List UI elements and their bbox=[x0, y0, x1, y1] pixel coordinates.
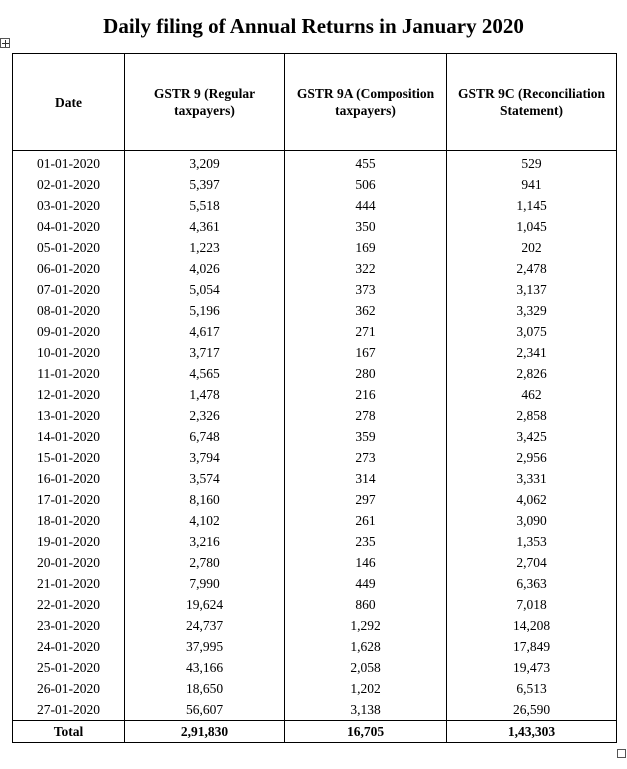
table-row bbox=[13, 426, 617, 447]
cell-gstr9a: 297 bbox=[285, 489, 447, 510]
cell-gstr9c: 2,341 bbox=[447, 342, 617, 363]
table-row bbox=[13, 384, 617, 405]
cell-date: 02-01-2020 bbox=[13, 174, 125, 195]
cell-gstr9: 3,794 bbox=[125, 447, 285, 468]
table-row bbox=[13, 552, 617, 573]
table-row bbox=[13, 573, 617, 594]
cell-gstr9c: 202 bbox=[447, 237, 617, 258]
cell-gstr9c: 3,075 bbox=[447, 321, 617, 342]
cell-gstr9c: 2,826 bbox=[447, 363, 617, 384]
table-row bbox=[13, 405, 617, 426]
cell-gstr9: 1,478 bbox=[125, 384, 285, 405]
cell-gstr9a: 350 bbox=[285, 216, 447, 237]
cell-gstr9a: 261 bbox=[285, 510, 447, 531]
cell-gstr9c: 529 bbox=[447, 153, 617, 174]
cell-gstr9a: 278 bbox=[285, 405, 447, 426]
cell-gstr9: 18,650 bbox=[125, 678, 285, 699]
cell-gstr9: 3,717 bbox=[125, 342, 285, 363]
table-move-handle-icon[interactable] bbox=[0, 38, 10, 48]
cell-gstr9: 4,617 bbox=[125, 321, 285, 342]
table-row bbox=[13, 615, 617, 636]
cell-gstr9: 37,995 bbox=[125, 636, 285, 657]
cell-gstr9c: 1,353 bbox=[447, 531, 617, 552]
cell-gstr9a: 3,138 bbox=[285, 699, 447, 721]
header-gstr9: GSTR 9 (Regular taxpayers) bbox=[125, 54, 285, 151]
cell-date: 06-01-2020 bbox=[13, 258, 125, 279]
cell-gstr9a: 216 bbox=[285, 384, 447, 405]
table-row bbox=[13, 678, 617, 699]
cell-date: 19-01-2020 bbox=[13, 531, 125, 552]
cell-gstr9: 4,565 bbox=[125, 363, 285, 384]
table-row bbox=[13, 636, 617, 657]
cell-gstr9: 19,624 bbox=[125, 594, 285, 615]
cell-gstr9a: 169 bbox=[285, 237, 447, 258]
cell-gstr9: 5,196 bbox=[125, 300, 285, 321]
cell-gstr9a: 506 bbox=[285, 174, 447, 195]
cell-date: 01-01-2020 bbox=[13, 153, 125, 174]
cell-gstr9a: 322 bbox=[285, 258, 447, 279]
cell-gstr9: 4,361 bbox=[125, 216, 285, 237]
cell-gstr9c: 6,363 bbox=[447, 573, 617, 594]
header-gstr9a: GSTR 9A (Composition taxpayers) bbox=[285, 54, 447, 151]
cell-gstr9a: 2,058 bbox=[285, 657, 447, 678]
table-row bbox=[13, 363, 617, 384]
cell-gstr9c: 3,329 bbox=[447, 300, 617, 321]
cell-date: 13-01-2020 bbox=[13, 405, 125, 426]
table-header-row bbox=[13, 54, 617, 151]
cell-gstr9a: 362 bbox=[285, 300, 447, 321]
cell-gstr9c: 2,858 bbox=[447, 405, 617, 426]
cell-gstr9: 6,748 bbox=[125, 426, 285, 447]
cell-gstr9: 8,160 bbox=[125, 489, 285, 510]
cell-gstr9c: 3,425 bbox=[447, 426, 617, 447]
cell-gstr9a: 271 bbox=[285, 321, 447, 342]
cell-gstr9: 5,397 bbox=[125, 174, 285, 195]
cell-date: 12-01-2020 bbox=[13, 384, 125, 405]
cell-date: 05-01-2020 bbox=[13, 237, 125, 258]
cell-gstr9c: 7,018 bbox=[447, 594, 617, 615]
cell-gstr9: 4,102 bbox=[125, 510, 285, 531]
cell-gstr9c: 3,331 bbox=[447, 468, 617, 489]
cell-date: 24-01-2020 bbox=[13, 636, 125, 657]
cell-gstr9: 3,216 bbox=[125, 531, 285, 552]
cell-gstr9c: 14,208 bbox=[447, 615, 617, 636]
cell-gstr9a: 359 bbox=[285, 426, 447, 447]
cell-date: 21-01-2020 bbox=[13, 573, 125, 594]
table-row bbox=[13, 657, 617, 678]
cell-gstr9c: 2,956 bbox=[447, 447, 617, 468]
table-row bbox=[13, 447, 617, 468]
cell-date: 10-01-2020 bbox=[13, 342, 125, 363]
cell-date: 17-01-2020 bbox=[13, 489, 125, 510]
table-row bbox=[13, 699, 617, 721]
table-row bbox=[13, 468, 617, 489]
annual-returns-table bbox=[12, 53, 617, 743]
table-row bbox=[13, 174, 617, 195]
total-gstr9a: 16,705 bbox=[285, 721, 447, 743]
cell-gstr9a: 1,292 bbox=[285, 615, 447, 636]
cell-gstr9a: 167 bbox=[285, 342, 447, 363]
cell-gstr9a: 146 bbox=[285, 552, 447, 573]
cell-date: 16-01-2020 bbox=[13, 468, 125, 489]
cell-gstr9: 2,780 bbox=[125, 552, 285, 573]
cell-gstr9: 7,990 bbox=[125, 573, 285, 594]
cell-gstr9c: 26,590 bbox=[447, 699, 617, 721]
cell-date: 20-01-2020 bbox=[13, 552, 125, 573]
cell-gstr9: 5,518 bbox=[125, 195, 285, 216]
table-row bbox=[13, 300, 617, 321]
table-row bbox=[13, 195, 617, 216]
table-row bbox=[13, 531, 617, 552]
table-row bbox=[13, 489, 617, 510]
cell-gstr9: 43,166 bbox=[125, 657, 285, 678]
cell-date: 18-01-2020 bbox=[13, 510, 125, 531]
cell-gstr9a: 235 bbox=[285, 531, 447, 552]
cell-date: 23-01-2020 bbox=[13, 615, 125, 636]
table-row bbox=[13, 153, 617, 174]
cell-gstr9c: 2,704 bbox=[447, 552, 617, 573]
cell-gstr9c: 3,090 bbox=[447, 510, 617, 531]
table-resize-handle-icon[interactable] bbox=[617, 749, 626, 758]
table-row bbox=[13, 342, 617, 363]
cell-gstr9c: 19,473 bbox=[447, 657, 617, 678]
cell-gstr9c: 1,045 bbox=[447, 216, 617, 237]
cell-date: 25-01-2020 bbox=[13, 657, 125, 678]
cell-date: 07-01-2020 bbox=[13, 279, 125, 300]
cell-gstr9c: 2,478 bbox=[447, 258, 617, 279]
cell-gstr9c: 462 bbox=[447, 384, 617, 405]
cell-gstr9: 1,223 bbox=[125, 237, 285, 258]
cell-gstr9a: 1,628 bbox=[285, 636, 447, 657]
cell-gstr9c: 1,145 bbox=[447, 195, 617, 216]
table-row bbox=[13, 321, 617, 342]
cell-gstr9a: 373 bbox=[285, 279, 447, 300]
cell-gstr9a: 280 bbox=[285, 363, 447, 384]
cell-gstr9a: 449 bbox=[285, 573, 447, 594]
cell-date: 14-01-2020 bbox=[13, 426, 125, 447]
cell-date: 04-01-2020 bbox=[13, 216, 125, 237]
cell-date: 03-01-2020 bbox=[13, 195, 125, 216]
table-row bbox=[13, 594, 617, 615]
cell-date: 08-01-2020 bbox=[13, 300, 125, 321]
table-row bbox=[13, 216, 617, 237]
header-date: Date bbox=[13, 54, 125, 151]
table-row bbox=[13, 279, 617, 300]
total-gstr9c: 1,43,303 bbox=[447, 721, 617, 743]
document-title: Daily filing of Annual Returns in January 2020 bbox=[103, 14, 524, 38]
cell-gstr9c: 4,062 bbox=[447, 489, 617, 510]
table-row bbox=[13, 258, 617, 279]
cell-date: 26-01-2020 bbox=[13, 678, 125, 699]
total-gstr9: 2,91,830 bbox=[125, 721, 285, 743]
cell-gstr9: 3,574 bbox=[125, 468, 285, 489]
cell-date: 15-01-2020 bbox=[13, 447, 125, 468]
cell-gstr9a: 444 bbox=[285, 195, 447, 216]
cell-gstr9a: 455 bbox=[285, 153, 447, 174]
cell-gstr9: 2,326 bbox=[125, 405, 285, 426]
cell-gstr9: 4,026 bbox=[125, 258, 285, 279]
header-gstr9c: GSTR 9C (Reconciliation Statement) bbox=[447, 54, 617, 151]
cell-date: 27-01-2020 bbox=[13, 699, 125, 721]
cell-gstr9c: 6,513 bbox=[447, 678, 617, 699]
cell-gstr9a: 273 bbox=[285, 447, 447, 468]
cell-gstr9a: 860 bbox=[285, 594, 447, 615]
cell-gstr9c: 941 bbox=[447, 174, 617, 195]
cell-gstr9c: 3,137 bbox=[447, 279, 617, 300]
cell-gstr9: 24,737 bbox=[125, 615, 285, 636]
table-row bbox=[13, 510, 617, 531]
cell-date: 22-01-2020 bbox=[13, 594, 125, 615]
cell-gstr9: 56,607 bbox=[125, 699, 285, 721]
cell-gstr9a: 1,202 bbox=[285, 678, 447, 699]
total-label: Total bbox=[13, 721, 125, 743]
cell-date: 11-01-2020 bbox=[13, 363, 125, 384]
cell-gstr9: 5,054 bbox=[125, 279, 285, 300]
table-row bbox=[13, 237, 617, 258]
table-body bbox=[13, 151, 617, 721]
cell-gstr9c: 17,849 bbox=[447, 636, 617, 657]
cell-gstr9: 3,209 bbox=[125, 153, 285, 174]
total-row bbox=[13, 721, 617, 743]
cell-gstr9a: 314 bbox=[285, 468, 447, 489]
cell-date: 09-01-2020 bbox=[13, 321, 125, 342]
